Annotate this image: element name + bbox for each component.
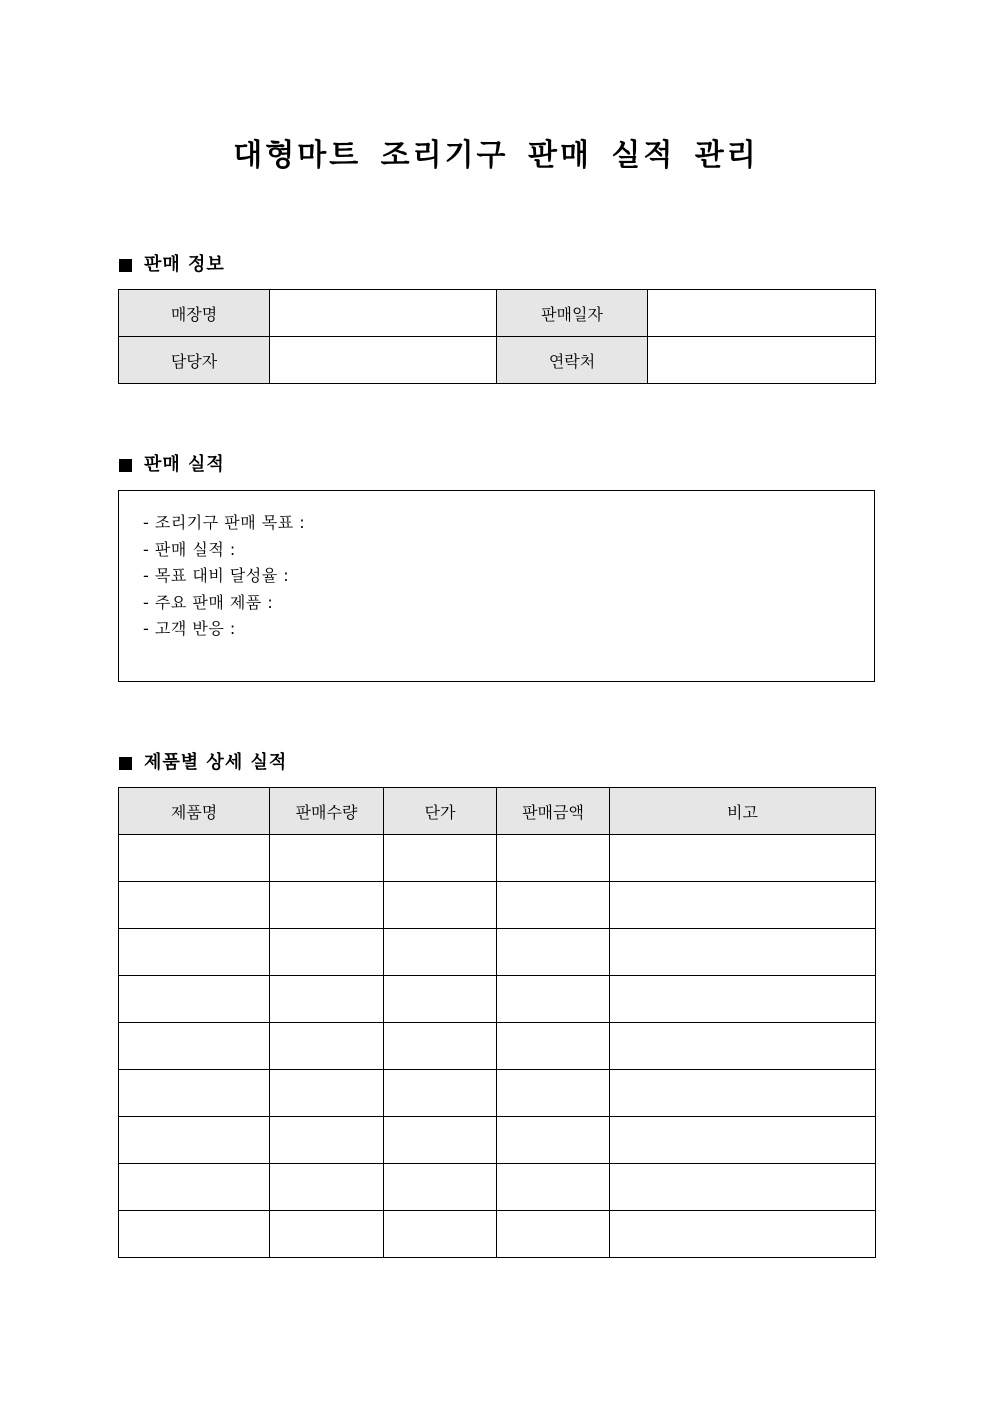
store-name-field[interactable] bbox=[270, 290, 497, 337]
remarks-cell[interactable] bbox=[610, 1117, 876, 1164]
sales-amount-cell[interactable] bbox=[497, 835, 610, 882]
manager-field[interactable] bbox=[270, 337, 497, 384]
square-bullet-icon bbox=[119, 459, 132, 472]
column-header-quantity: 판매수량 bbox=[270, 788, 384, 835]
product-name-cell[interactable] bbox=[119, 1023, 270, 1070]
product-details-heading bbox=[119, 751, 287, 775]
table-row bbox=[119, 337, 876, 384]
product-name-cell[interactable] bbox=[119, 976, 270, 1023]
sales-amount-cell[interactable] bbox=[497, 929, 610, 976]
table-header-row bbox=[119, 788, 876, 835]
list-item: - 판매 실적 : bbox=[143, 539, 236, 559]
column-header-remarks: 비고 bbox=[610, 788, 876, 835]
sales-amount-cell[interactable] bbox=[497, 1211, 610, 1258]
sales-amount-cell[interactable] bbox=[497, 882, 610, 929]
sales-amount-cell[interactable] bbox=[497, 1164, 610, 1211]
sales-amount-cell[interactable] bbox=[497, 1117, 610, 1164]
remarks-cell[interactable] bbox=[610, 1023, 876, 1070]
table-row bbox=[119, 1070, 876, 1117]
unit-price-cell[interactable] bbox=[384, 1117, 497, 1164]
product-name-cell[interactable] bbox=[119, 1117, 270, 1164]
unit-price-cell[interactable] bbox=[384, 1070, 497, 1117]
sales-amount-cell[interactable] bbox=[497, 1023, 610, 1070]
quantity-cell[interactable] bbox=[270, 929, 384, 976]
contact-field[interactable] bbox=[648, 337, 876, 384]
table-row bbox=[119, 1211, 876, 1258]
list-item: - 조리기구 판매 목표 : bbox=[143, 513, 306, 532]
table-row bbox=[119, 976, 876, 1023]
table-row bbox=[119, 1023, 876, 1070]
product-table-body bbox=[119, 835, 876, 1258]
product-details-table bbox=[118, 787, 876, 1258]
store-name-label: 매장명 bbox=[119, 290, 270, 337]
manager-label: 담당자 bbox=[119, 337, 270, 384]
table-row bbox=[119, 290, 876, 337]
sales-results-list bbox=[119, 491, 874, 643]
sale-date-label: 판매일자 bbox=[497, 290, 648, 337]
column-header-product-name: 제품명 bbox=[119, 788, 270, 835]
product-name-cell[interactable] bbox=[119, 1070, 270, 1117]
unit-price-cell[interactable] bbox=[384, 1023, 497, 1070]
sales-results-heading bbox=[119, 453, 225, 477]
quantity-cell[interactable] bbox=[270, 1211, 384, 1258]
remarks-cell[interactable] bbox=[610, 929, 876, 976]
sales-amount-cell[interactable] bbox=[497, 1070, 610, 1117]
unit-price-cell[interactable] bbox=[384, 1164, 497, 1211]
contact-label: 연락처 bbox=[497, 337, 648, 384]
remarks-cell[interactable] bbox=[610, 1211, 876, 1258]
sales-info-heading-label: 판매 정보 bbox=[144, 254, 225, 275]
quantity-cell[interactable] bbox=[270, 1164, 384, 1211]
table-row bbox=[119, 882, 876, 929]
sale-date-field[interactable] bbox=[648, 290, 876, 337]
quantity-cell[interactable] bbox=[270, 976, 384, 1023]
unit-price-cell[interactable] bbox=[384, 1211, 497, 1258]
square-bullet-icon bbox=[119, 259, 132, 272]
table-row bbox=[119, 835, 876, 882]
list-item: - 고객 반응 : bbox=[143, 619, 236, 639]
quantity-cell[interactable] bbox=[270, 835, 384, 882]
column-header-unit-price: 단가 bbox=[384, 788, 497, 835]
remarks-cell[interactable] bbox=[610, 1070, 876, 1117]
table-row bbox=[119, 929, 876, 976]
quantity-cell[interactable] bbox=[270, 882, 384, 929]
column-header-sales-amount: 판매금액 bbox=[497, 788, 610, 835]
remarks-cell[interactable] bbox=[610, 882, 876, 929]
sales-results-box[interactable] bbox=[118, 490, 875, 682]
product-details-heading-label: 제품별 상세 실적 bbox=[144, 752, 288, 773]
sales-info-heading bbox=[119, 253, 225, 277]
quantity-cell[interactable] bbox=[270, 1070, 384, 1117]
product-name-cell[interactable] bbox=[119, 835, 270, 882]
unit-price-cell[interactable] bbox=[384, 976, 497, 1023]
remarks-cell[interactable] bbox=[610, 976, 876, 1023]
product-name-cell[interactable] bbox=[119, 882, 270, 929]
table-row bbox=[119, 1117, 876, 1164]
sales-info-table bbox=[118, 289, 876, 384]
sales-amount-cell[interactable] bbox=[497, 976, 610, 1023]
quantity-cell[interactable] bbox=[270, 1023, 384, 1070]
list-item: - 주요 판매 제품 : bbox=[143, 592, 274, 612]
quantity-cell[interactable] bbox=[270, 1117, 384, 1164]
page-title: 대형마트 조리기구 판매 실적 관리 bbox=[233, 138, 759, 173]
list-item: - 목표 대비 달성율 : bbox=[143, 566, 290, 586]
unit-price-cell[interactable] bbox=[384, 882, 497, 929]
product-name-cell[interactable] bbox=[119, 1211, 270, 1258]
sales-results-heading-label: 판매 실적 bbox=[144, 454, 225, 475]
unit-price-cell[interactable] bbox=[384, 929, 497, 976]
table-row bbox=[119, 1164, 876, 1211]
product-name-cell[interactable] bbox=[119, 929, 270, 976]
remarks-cell[interactable] bbox=[610, 835, 876, 882]
square-bullet-icon bbox=[119, 757, 132, 770]
remarks-cell[interactable] bbox=[610, 1164, 876, 1211]
product-name-cell[interactable] bbox=[119, 1164, 270, 1211]
unit-price-cell[interactable] bbox=[384, 835, 497, 882]
